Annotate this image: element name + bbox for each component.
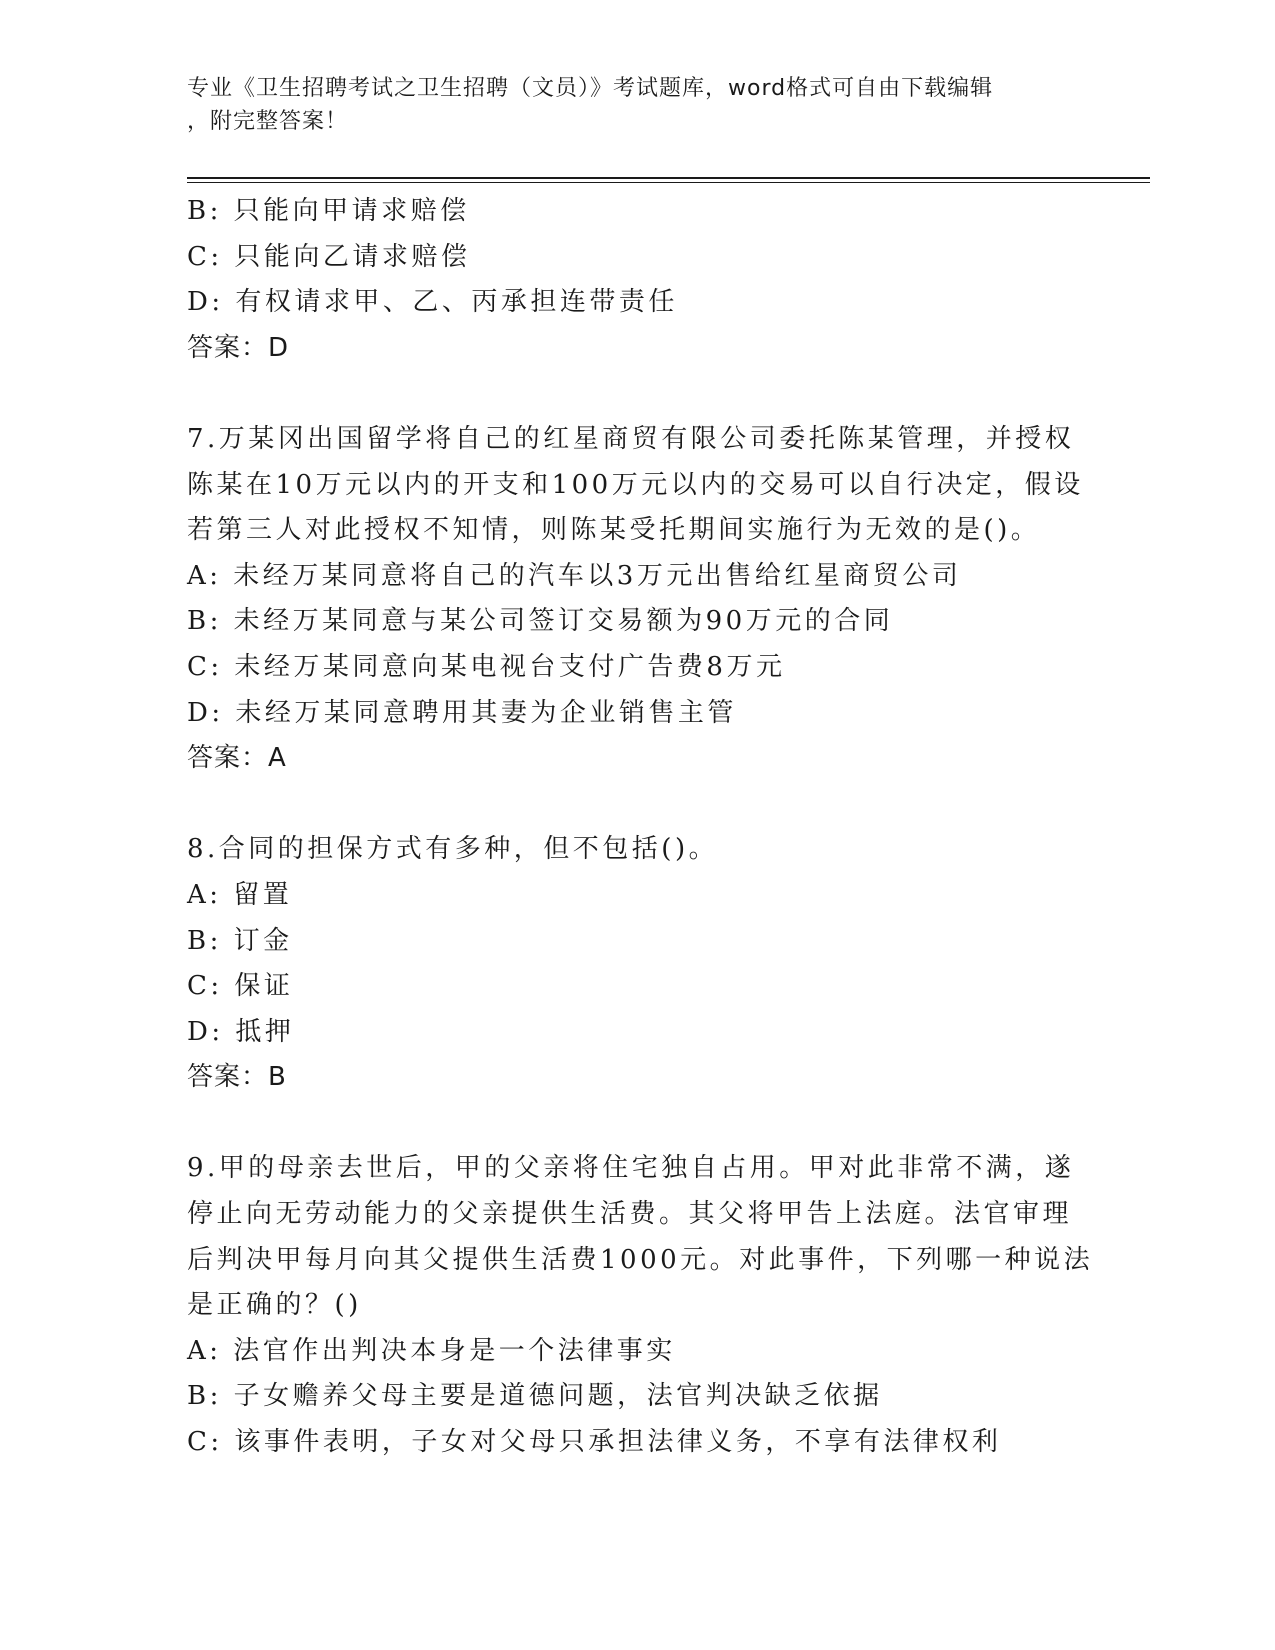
q8-option-c: C: 保证 xyxy=(187,971,294,1002)
header-line-2: ，附完整答案！ xyxy=(187,109,349,134)
q8-option-b: B: 订金 xyxy=(187,925,293,956)
header-divider-thin xyxy=(187,182,1150,183)
q9-option-c: C: 该事件表明，子女对父母只承担法律义务，不享有法律权利 xyxy=(187,1427,1002,1458)
q7-option-b: B: 未经万某同意与某公司签订交易额为90万元的合同 xyxy=(187,606,894,637)
q6-option-d: D: 有权请求甲、乙、丙承担连带责任 xyxy=(187,287,678,318)
document-header xyxy=(187,72,1067,138)
header-divider-thick xyxy=(187,177,1150,179)
q7-stem-line-3: 若第三人对此授权不知情，则陈某受托期间实施行为无效的是()。 xyxy=(187,515,1041,546)
spacer xyxy=(187,371,1087,417)
q9-option-b: B: 子女赡养父母主要是道德问题，法官判决缺乏依据 xyxy=(187,1381,883,1412)
question-7 xyxy=(187,417,1087,782)
document-body xyxy=(187,189,1094,1466)
q7-option-c: C: 未经万某同意向某电视台支付广告费8万元 xyxy=(187,651,786,682)
q8-option-d: D: 抵押 xyxy=(187,1016,295,1047)
question-9 xyxy=(187,1146,1094,1465)
q9-stem-line-4: 是正确的？() xyxy=(187,1290,362,1321)
q8-stem-line-1: 8.合同的担保方式有多种，但不包括()。 xyxy=(187,834,719,865)
q9-option-a: A: 法官作出判决本身是一个法律事实 xyxy=(187,1335,676,1366)
q8-answer: 答案：B xyxy=(187,1062,287,1093)
question-8 xyxy=(187,827,1087,1101)
q7-option-a: A: 未经万某同意将自己的汽车以3万元出售给红星商贸公司 xyxy=(187,560,962,591)
spacer xyxy=(187,1101,1087,1147)
q9-stem-line-1: 9.甲的母亲去世后，甲的父亲将住宅独自占用。甲对此非常不满，遂 xyxy=(187,1153,1075,1184)
spacer xyxy=(187,782,1087,828)
q8-option-a: A: 留置 xyxy=(187,879,293,910)
q6-option-c: C: 只能向乙请求赔偿 xyxy=(187,241,471,272)
q7-stem-line-1: 7.万某冈出国留学将自己的红星商贸有限公司委托陈某管理，并授权 xyxy=(187,423,1075,454)
header-line-1: 专业《卫生招聘考试之卫生招聘（文员）》考试题库，word格式可自由下载编辑 xyxy=(187,76,994,101)
q7-answer: 答案：A xyxy=(187,743,287,774)
q6-answer: 答案：D xyxy=(187,332,290,363)
q9-stem-line-2: 停止向无劳动能力的父亲提供生活费。其父将甲告上法庭。法官审理 xyxy=(187,1199,1073,1230)
question-6-remainder xyxy=(187,189,1087,371)
q9-stem-line-3: 后判决甲每月向其父提供生活费1000元。对此事件，下列哪一种说法 xyxy=(187,1244,1094,1275)
q7-stem-line-2: 陈某在10万元以内的开支和100万元以内的交易可以自行决定，假设 xyxy=(187,469,1084,500)
q6-option-b: B: 只能向甲请求赔偿 xyxy=(187,196,470,226)
q7-option-d: D: 未经万某同意聘用其妻为企业销售主管 xyxy=(187,697,737,728)
